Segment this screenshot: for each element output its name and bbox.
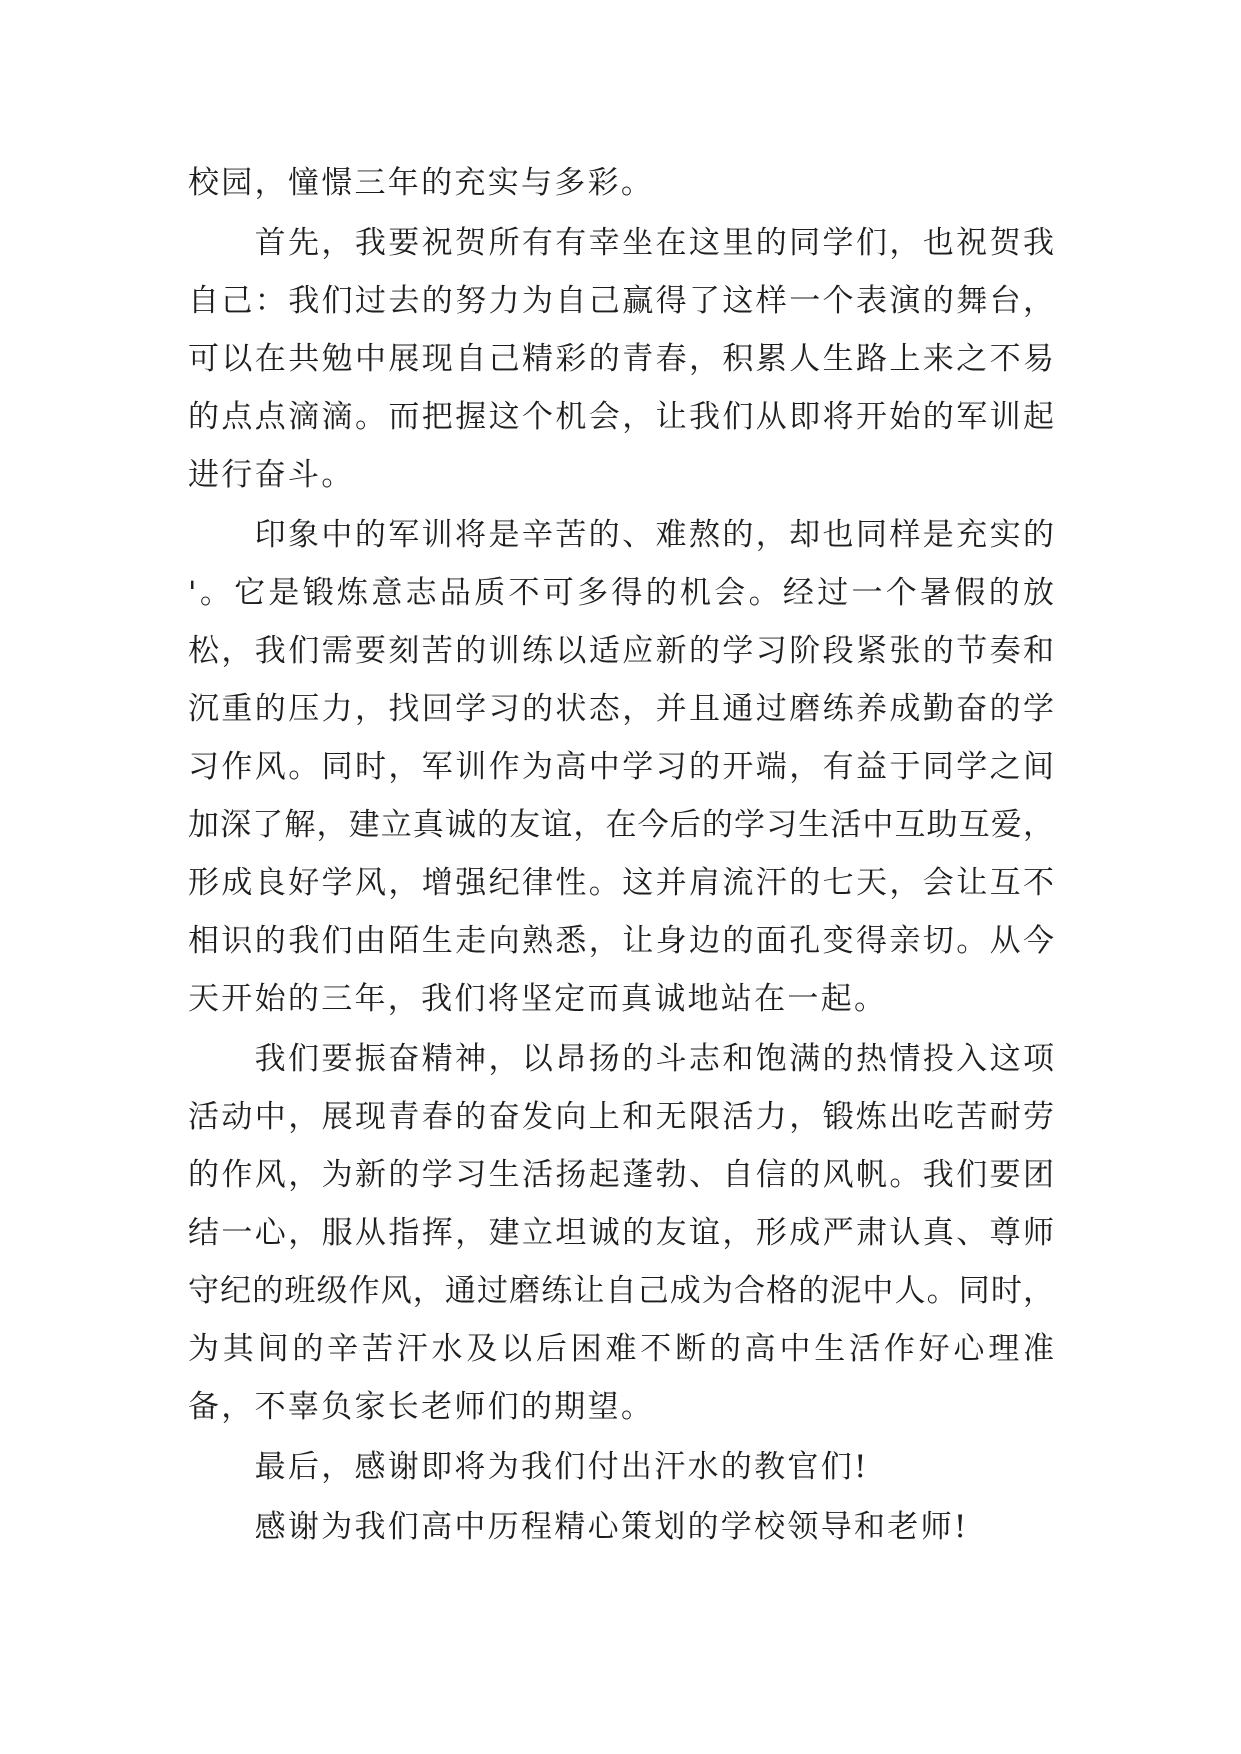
- paragraph: [188, 1498, 1054, 1556]
- text-line: 可以在共勉中展现自己精彩的青春，积累人生路上来之不易: [188, 341, 1054, 377]
- text-line: 加深了解，建立真诚的友谊，在今后的学习生活中互助互爱，: [188, 807, 1054, 843]
- text-line: 的点点滴滴。而把握这个机会，让我们从即将开始的军训起: [188, 399, 1054, 435]
- text-line: 校园，憧憬三年的充实与多彩。: [188, 165, 655, 201]
- text-line: 备，不辜负家长老师们的期望。: [188, 1389, 655, 1425]
- text-line: 习作风。同时，军训作为高中学习的开端，有益于同学之间: [188, 749, 1054, 785]
- text-line: 松，我们需要刻苦的训练以适应新的学习阶段紧张的节奏和: [188, 633, 1054, 669]
- text-line: 相识的我们由陌生走向熟悉，让身边的面孔变得亲切。从今: [188, 923, 1054, 959]
- text-line: 为其间的辛苦汗水及以后困难不断的高中生活作好心理准: [188, 1331, 1054, 1367]
- text-line: 的作风，为新的学习生活扬起蓬勃、自信的风帆。我们要团: [188, 1157, 1054, 1193]
- document-body: [188, 154, 1054, 1556]
- text-line: '。它是锻炼意志品质不可多得的机会。经过一个暑假的放: [188, 575, 1054, 611]
- text-line: 印象中的军训将是辛苦的、难熬的，却也同样是充实的: [254, 517, 1054, 553]
- text-line: 我们要振奋精神，以昂扬的斗志和饱满的热情投入这项: [254, 1041, 1054, 1077]
- paragraph: [188, 1030, 1054, 1436]
- text-line: 最后，感谢即将为我们付出汗水的教官们!: [254, 1449, 869, 1485]
- text-line: 感谢为我们高中历程精心策划的学校领导和老师!: [254, 1509, 969, 1545]
- text-line: 自己：我们过去的努力为自己赢得了这样一个表演的舞台，: [188, 283, 1054, 319]
- paragraph: [188, 214, 1054, 504]
- paragraph: [188, 1438, 1054, 1496]
- text-line: 天开始的三年，我们将坚定而真诚地站在一起。: [188, 981, 888, 1017]
- text-line: 结一心，服从指挥，建立坦诚的友谊，形成严肃认真、尊师: [188, 1215, 1054, 1251]
- text-line: 形成良好学风，增强纪律性。这并肩流汗的七天，会让互不: [188, 865, 1054, 901]
- text-line: 首先，我要祝贺所有有幸坐在这里的同学们，也祝贺我: [254, 225, 1054, 261]
- paragraph: [188, 154, 1054, 212]
- text-line: 守纪的班级作风，通过磨练让自己成为合格的泥中人。同时，: [188, 1273, 1054, 1309]
- text-line: 沉重的压力，找回学习的状态，并且通过磨练养成勤奋的学: [188, 691, 1054, 727]
- paragraph: [188, 506, 1054, 1028]
- text-line: 进行奋斗。: [188, 457, 355, 493]
- text-line: 活动中，展现青春的奋发向上和无限活力，锻炼出吃苦耐劳: [188, 1099, 1054, 1135]
